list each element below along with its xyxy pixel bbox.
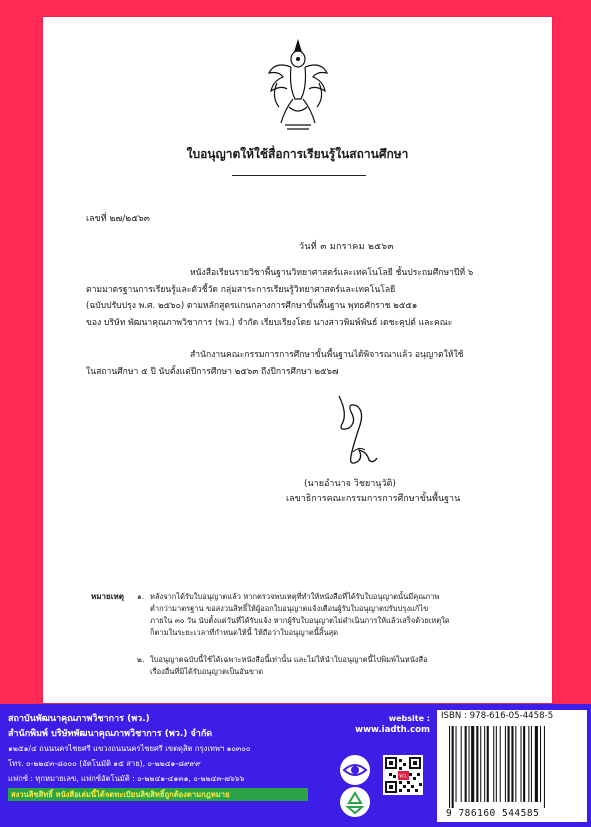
note-text	[150, 591, 450, 639]
barcode-digits: 9 786160 544585	[446, 808, 540, 819]
paragraph-line: ของ บริษัท พัฒนาคุณภาพวิชาการ (พว.) จำกัด เรียบเรียงโดย นางสาวพิมพ์พันธ์ เดชะคุปต์ และคณะ	[86, 317, 453, 328]
document-title: ใบอนุญาตให้ใช้สื่อการเรียนรู้ในสถานศึกษา	[186, 147, 409, 161]
barcode-icon	[446, 726, 582, 808]
address-line: ๑๒๕๑/๔ ถนนนครไชยศรี แขวงถนนนครไชยศรี เขตดุสิต กรุงเทพฯ ๑๐๓๐๐	[8, 744, 251, 753]
garuda-emblem-icon	[265, 37, 331, 137]
paragraph-line: ในสถานศึกษา ๕ ปี นับตั้งแต่ปีการศึกษา ๒๕๖๓ ถึงปีการศึกษา ๒๕๖๗	[86, 366, 339, 377]
signature-icon	[329, 392, 383, 472]
note-line: หลังจากได้รับใบอนุญาตแล้ว หากตรวจพบเหตุที่ทำให้หนังสือที่ได้รับใบอนุญาตนั้นมีคุณภาพ	[150, 592, 440, 601]
recycle-icon	[340, 787, 370, 817]
publisher-name: สถาบันพัฒนาคุณภาพวิชาการ (พว.)	[8, 714, 150, 724]
paragraph-line: สำนักงานคณะกรรมการการศึกษาขั้นพื้นฐานได้พิจารณาแล้ว อนุญาตให้ใช้	[190, 350, 464, 360]
note-line: เรื่องอื่นที่มิได้รับอนุญาตเป็นอันขาด	[150, 667, 264, 676]
publisher-company: สำนักพิมพ์ บริษัทพัฒนาคุณภาพวิชาการ (พว.) จำกัด	[8, 729, 213, 739]
isbn-number: ISBN : 978-616-05-4458-5	[441, 711, 554, 721]
license-number: เลขที่ ๒๗/๒๕๖๓	[86, 214, 150, 224]
note-line: ต่ำกว่ามาตรฐาน ขอสงวนสิทธิ์ให้ผู้ออกใบอนุญาตแจ้งเตือนผู้รับใบอนุญาตปรับปรุงแก้ไข	[150, 604, 429, 613]
eye-icon	[340, 755, 370, 785]
phone-line: โทร. ๐-๒๒๔๓-๘๐๐๐ (อัตโนมัติ ๑๕ สาย), ๐-๒๒๔๑-๘๙๙๙	[8, 759, 201, 768]
paragraph-approval	[86, 347, 464, 380]
signer-name: (นายอำนาจ วิชยานุวัติ)	[304, 479, 396, 489]
paragraph-line: หนังสือเรียนรายวิชาพื้นฐานวิทยาศาสตร์และเทคโนโลยี ชั้นประถมศึกษาปีที่ ๖	[190, 268, 474, 278]
paragraph-book-details	[86, 265, 473, 331]
paragraph-line: (ฉบับปรับปรุง พ.ศ. ๒๕๖๐) ตามหลักสูตรแกนกลางการศึกษาขั้นพื้นฐาน พุทธศักราช ๒๕๕๑	[86, 301, 418, 311]
note-number: ๑.	[137, 592, 145, 601]
signer-position: เลขาธิการคณะกรรมการการศึกษาขั้นพื้นฐาน	[286, 494, 461, 504]
notes-label: หมายเหตุ	[91, 592, 124, 601]
copyright-notice: สงวนลิขสิทธิ์ หนังสือเล่มนี้ได้จดทะเบียนลิขสิทธิ์ถูกต้องตามกฎหมาย	[8, 788, 308, 801]
note-text	[150, 654, 428, 678]
paragraph-line: ตามมาตรฐานการเรียนรู้และตัวชี้วัด กลุ่มสาระการเรียนรู้วิทยาศาสตร์และเทคโนโลยี	[86, 284, 396, 295]
note-line: ภายใน ๓๐ วัน นับตั้งแต่วันที่ได้รับแจ้ง หากผู้รับใบอนุญาตไม่ดำเนินการให้แล้วเสร็จด้วยเหตุใด	[150, 616, 450, 625]
note-number: ๒.	[137, 655, 145, 664]
license-document	[43, 17, 552, 703]
note-line: ก็ตามในระยะเวลาที่กำหนดให้นี้ ให้ถือว่าใบอนุญาตนี้สิ้นสุด	[150, 628, 339, 637]
fax-line: แฟกซ์ : ทุกหมายเลข, แฟกซ์อัตโนมัติ : ๐-๒๒๔๑-๔๑๓๑, ๐-๒๒๔๓-๗๖๖๖	[8, 774, 245, 783]
website-link[interactable]: www.iadth.com	[355, 725, 430, 735]
qr-code-icon[interactable]	[383, 755, 423, 795]
license-date: วันที่ ๓ มกราคม ๒๕๖๓	[299, 242, 394, 252]
note-line: ใบอนุญาตฉบับนี้ใช้ได้เฉพาะหนังสือนี้เท่านั้น และไม่ให้นำใบอนุญาตนี้ไปพิมพ์ในหนังสือ	[150, 655, 428, 664]
website-label: website :	[388, 714, 430, 723]
qr-label: พว.	[399, 773, 408, 780]
title-underline	[232, 175, 366, 176]
